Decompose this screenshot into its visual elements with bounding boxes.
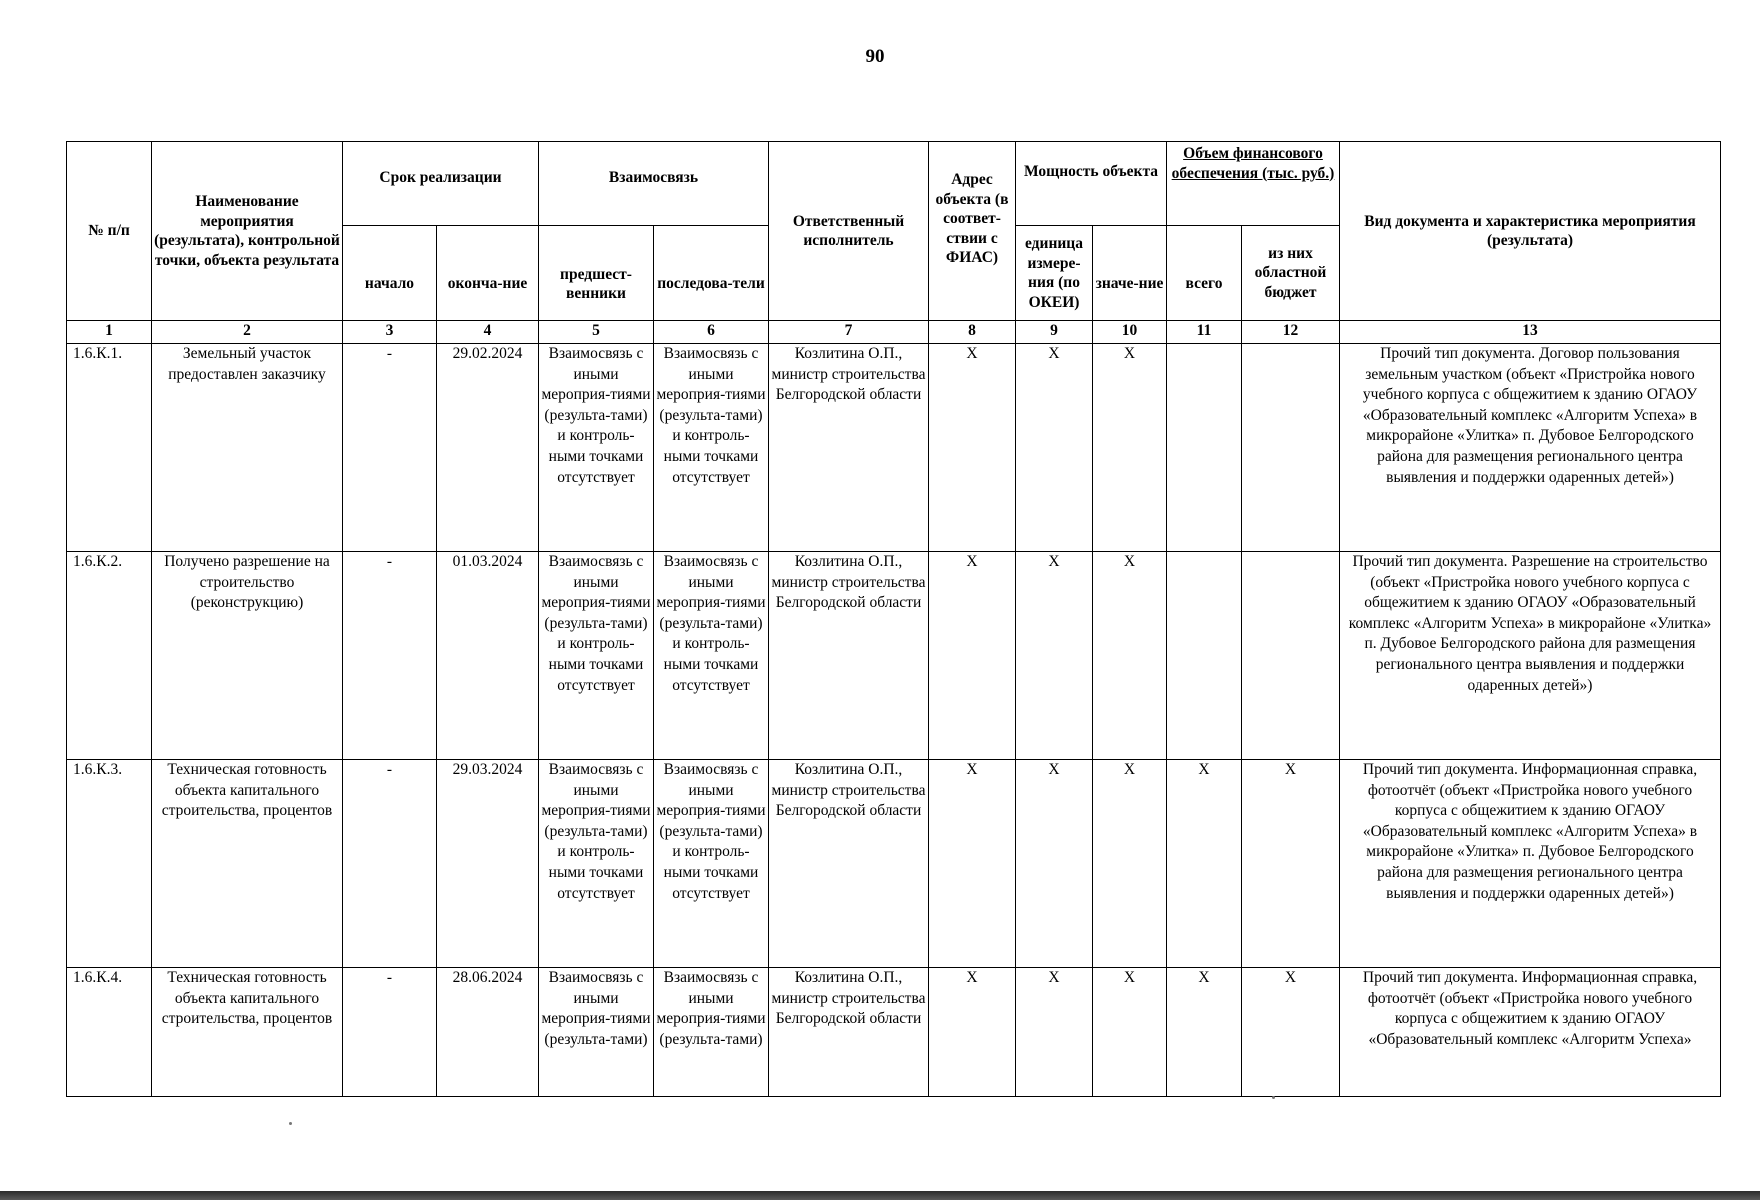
header-finance-text: Объем финансового обеспечения (тыс. руб.) [1171,145,1335,182]
row-document: Прочий тип документа. Информационная справка, фотоотчёт (объект «Пристройка нового учебного корпуса с общежитием к зданию ОГАОУ «Образовательный комплекс «Алгоритм Успеха» [1340,968,1721,1097]
column-number: 3 [343,321,437,344]
row-address: X [929,552,1016,760]
column-number: 10 [1093,321,1167,344]
row-name: Получено разрешение на строительство (реконструкцию) [152,552,343,760]
column-number: 13 [1340,321,1721,344]
row-document: Прочий тип документа. Информационная справка, фотоотчёт (объект «Пристройка нового учебного корпуса с общежитием к зданию ОГАОУ «Образовательный комплекс «Алгоритм Успеха» в микрорайоне «Улитка» п. Дубовое Белгородского района для размещения регионального центра выявления и поддержки одаренных детей») [1340,760,1721,968]
table-row [67,552,1721,760]
row-address: X [929,968,1016,1097]
row-successors: Взаимосвязь с иными мероприя-тиями (результа-тами) и контроль-ными точками отсутствует [654,344,769,552]
row-start: - [343,968,437,1097]
row-total: X [1167,968,1242,1097]
row-responsible: Козлитина О.П., министр строительства Белгородской области [769,552,929,760]
row-value: X [1093,760,1167,968]
row-value: X [1093,968,1167,1097]
row-start: - [343,760,437,968]
header-link-next: последова-тели [654,226,769,321]
row-start: - [343,344,437,552]
header-document: Вид документа и характеристика мероприятия (результата) [1340,142,1721,321]
row-value: X [1093,552,1167,760]
row-predecessors: Взаимосвязь с иными мероприя-тиями (результа-тами) и контроль-ными точками отсутствует [539,344,654,552]
column-number: 1 [67,321,152,344]
row-total [1167,552,1242,760]
row-responsible: Козлитина О.П., министр строительства Белгородской области [769,968,929,1097]
row-address: X [929,760,1016,968]
row-total [1167,344,1242,552]
header-term: Срок реализации [343,142,539,226]
row-predecessors: Взаимосвязь с иными мероприя-тиями (результа-тами) и контроль-ными точками отсутствует [539,552,654,760]
scan-speck [1272,1096,1275,1099]
row-unit: X [1016,552,1093,760]
row-end: 01.03.2024 [437,552,539,760]
table-row [67,968,1721,1097]
row-address: X [929,344,1016,552]
row-responsible: Козлитина О.П., министр строительства Белгородской области [769,344,929,552]
row-regional [1242,552,1340,760]
plan-table [66,141,1721,1097]
table-row [67,760,1721,968]
column-number: 9 [1016,321,1093,344]
row-regional: X [1242,760,1340,968]
column-number: 6 [654,321,769,344]
header-num: № п/п [67,142,152,321]
row-name: Техническая готовность объекта капитального строительства, процентов [152,968,343,1097]
row-successors: Взаимосвязь с иными мероприя-тиями (результа-тами) [654,968,769,1097]
column-number: 8 [929,321,1016,344]
header-finance-regional: из них областной бюджет [1242,226,1340,321]
row-unit: X [1016,968,1093,1097]
row-end: 29.02.2024 [437,344,539,552]
header-capacity-unit: единица измере-ния (по ОКЕИ) [1016,226,1093,321]
row-total: X [1167,760,1242,968]
row-name: Земельный участок предоставлен заказчику [152,344,343,552]
scan-edge-bar [0,1191,1760,1200]
row-end: 29.03.2024 [437,760,539,968]
row-value: X [1093,344,1167,552]
page-number: 90 [865,46,885,67]
row-responsible: Козлитина О.П., министр строительства Белгородской области [769,760,929,968]
header-link: Взаимосвязь [539,142,769,226]
row-id: 1.6.К.1. [67,344,152,552]
row-regional: X [1242,968,1340,1097]
header-capacity: Мощность объекта [1016,142,1167,226]
row-start: - [343,552,437,760]
column-number: 7 [769,321,929,344]
header-address: Адрес объекта (в соответ-ствии с ФИАС) [929,142,1016,321]
column-number: 2 [152,321,343,344]
row-unit: X [1016,344,1093,552]
row-document: Прочий тип документа. Договор пользования земельным участком (объект «Пристройка нового учебного корпуса с общежитием к зданию ОГАОУ «Образовательный комплекс «Алгоритм Успеха» в микрорайоне «Улитка» п. Дубовое Белгородского района для размещения регионального центра выявления и поддержки одаренных детей») [1340,344,1721,552]
row-unit: X [1016,760,1093,968]
row-id: 1.6.К.2. [67,552,152,760]
header-term-end: оконча-ние [437,226,539,321]
column-number-row [67,321,1721,344]
row-end: 28.06.2024 [437,968,539,1097]
header-link-prev: предшест-венники [539,226,654,321]
column-number: 4 [437,321,539,344]
column-number: 12 [1242,321,1340,344]
row-document: Прочий тип документа. Разрешение на строительство (объект «Пристройка нового учебного корпуса с общежитием к зданию ОГАОУ «Образовательный комплекс «Алгоритм Успеха» в микрорайоне «Улитка» п. Дубовое Белгородского района для размещения регионального центра выявления и поддержки одаренных детей») [1340,552,1721,760]
column-number: 5 [539,321,654,344]
row-predecessors: Взаимосвязь с иными мероприя-тиями (результа-тами) [539,968,654,1097]
row-predecessors: Взаимосвязь с иными мероприя-тиями (результа-тами) и контроль-ными точками отсутствует [539,760,654,968]
header-term-start: начало [343,226,437,321]
table-row [67,344,1721,552]
row-successors: Взаимосвязь с иными мероприя-тиями (результа-тами) и контроль-ными точками отсутствует [654,760,769,968]
column-number: 11 [1167,321,1242,344]
header-finance [1167,142,1340,226]
header-finance-total: всего [1167,226,1242,321]
row-id: 1.6.К.3. [67,760,152,968]
header-capacity-value: значе-ние [1093,226,1167,321]
row-successors: Взаимосвязь с иными мероприя-тиями (результа-тами) и контроль-ными точками отсутствует [654,552,769,760]
header-responsible: Ответственный исполнитель [769,142,929,321]
table-header [67,142,1721,321]
row-id: 1.6.К.4. [67,968,152,1097]
row-name: Техническая готовность объекта капитального строительства, процентов [152,760,343,968]
header-name: Наименование мероприятия (результата), контрольной точки, объекта результата [152,142,343,321]
scan-speck [289,1122,292,1125]
row-regional [1242,344,1340,552]
